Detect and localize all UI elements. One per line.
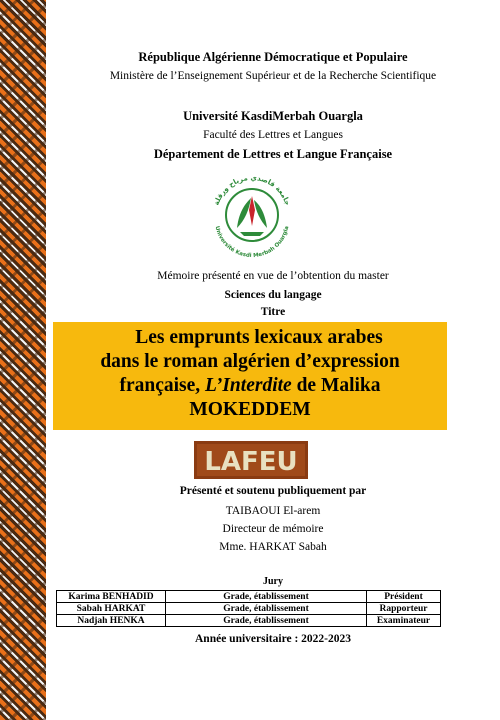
memoire-purpose: Mémoire présenté en vue de l’obtention du master: [157, 270, 389, 282]
memoire-title: [53, 326, 447, 422]
jury-table: [56, 590, 441, 627]
title-line-1: Les emprunts lexicaux arabes: [135, 327, 383, 348]
table-row: Nadjah HENKA Grade, établissement Examinateur: [57, 615, 441, 627]
university-name: Université KasdiMerbah Ouargla: [183, 109, 363, 123]
director-label: Directeur de mémoire: [222, 523, 324, 535]
svg-text:جامعة قاصدي مرباح ورقلة: جامعة قاصدي مرباح ورقلة: [212, 173, 292, 207]
republic-heading: République Algérienne Démocratique et Populaire: [138, 50, 408, 64]
title-line-4: MOKEDDEM: [189, 399, 311, 420]
title-label: Titre: [260, 306, 286, 318]
title-line-2: dans le roman algérien d’expression: [100, 351, 400, 372]
table-row: Sabah HARKAT Grade, établissement Rapporteur: [57, 603, 441, 615]
faculty-name: Faculté des Lettres et Langues: [203, 129, 343, 141]
decorative-border: [0, 0, 46, 720]
table-row: Karima BENHADID Grade, établissement Président: [57, 591, 441, 603]
svg-text:LAFEU: LAFEU: [204, 447, 298, 477]
specialty: Sciences du langage: [224, 289, 322, 301]
department-name: Département de Lettres et Langue Française: [153, 147, 393, 161]
ministry-heading: Ministère de l’Enseignement Supérieur et de la Recherche Scientifique: [109, 70, 437, 82]
laboratory-logo: [194, 441, 308, 479]
jury-label: Jury: [263, 576, 283, 587]
university-logo: [207, 170, 297, 260]
presented-by: Présenté et soutenu publiquement par: [179, 485, 367, 497]
student-name: TAIBAOUI El-arem: [225, 505, 321, 517]
svg-text:Université Kasdi Merbah Ouargl: Université Kasdi Merbah Ouargla: [213, 225, 291, 260]
title-line-3: française, L’Interdite de Malika: [119, 375, 381, 396]
director-name: Mme. HARKAT Sabah: [219, 541, 327, 553]
novel-title: L’Interdite: [205, 375, 292, 396]
academic-year: Année universitaire : 2022-2023: [195, 633, 351, 645]
